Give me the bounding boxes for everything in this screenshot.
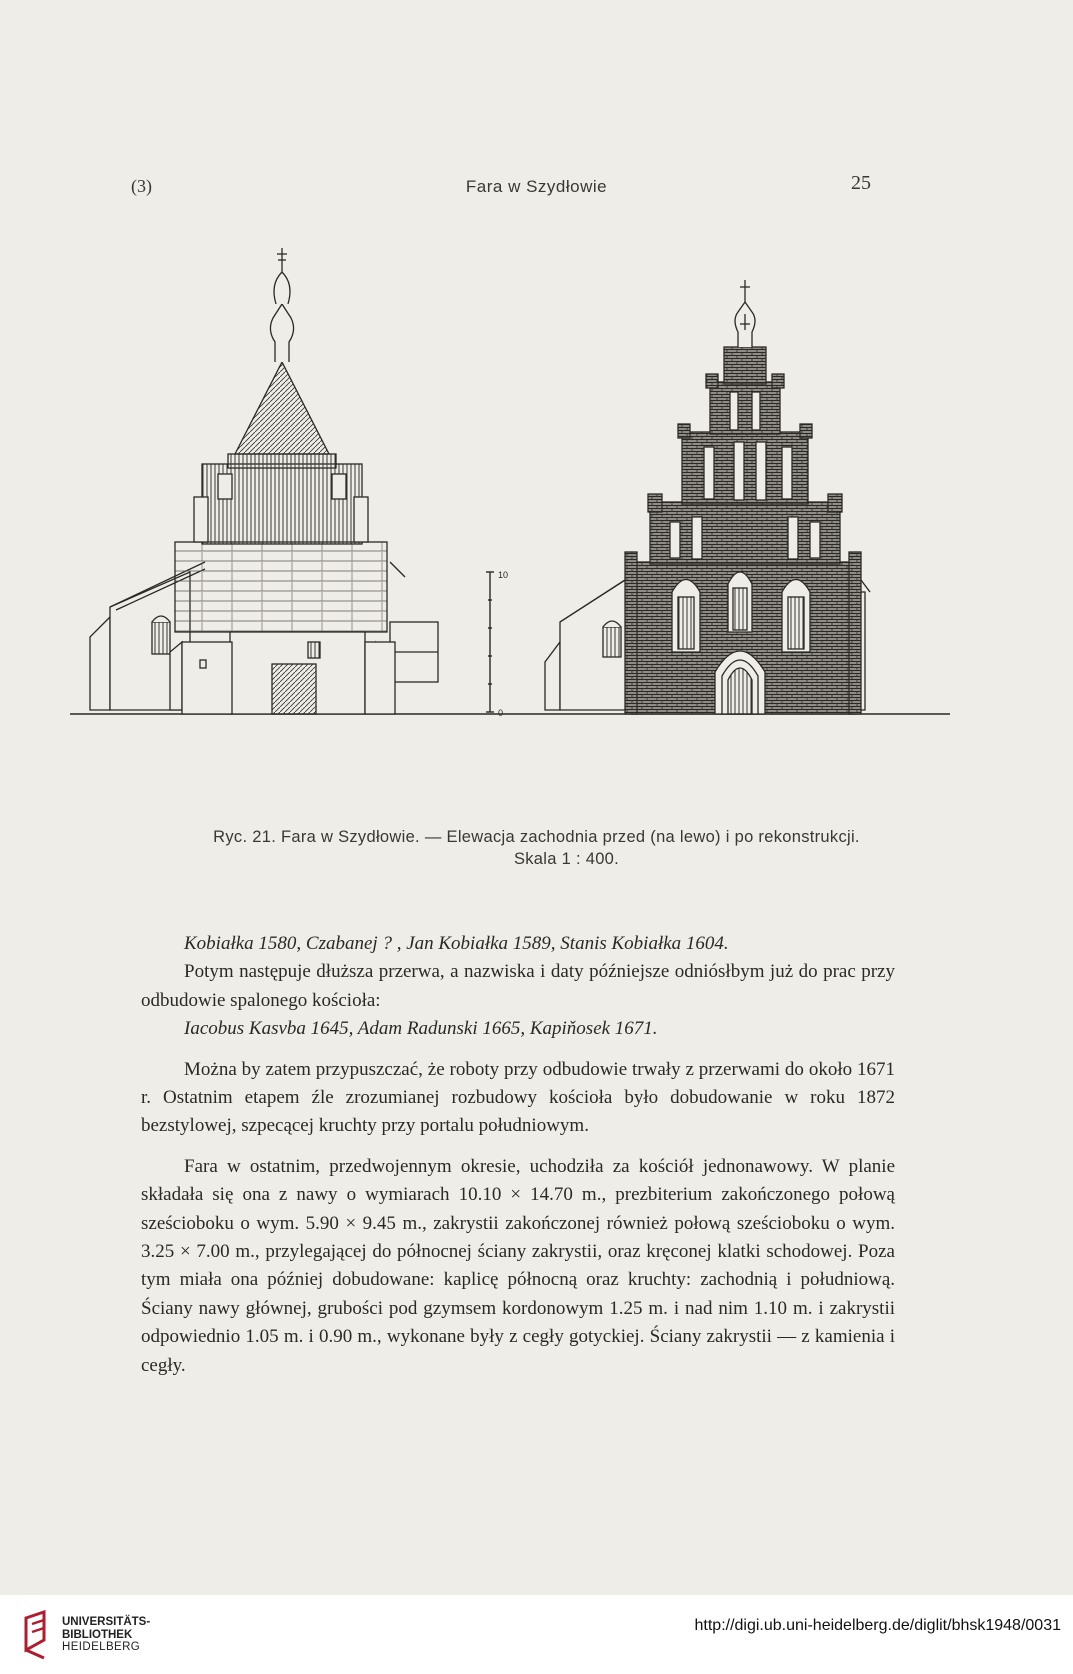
church-elevation-figure [70, 232, 950, 772]
elevation-before [90, 248, 438, 714]
paragraph-5: Fara w ostatnim, przedwojennym okresie, uchodziła za kościół jednonawowy. W planie składała się ona z nawy o wymiarach 10.10 × 14.70 m., prezbiterium zakończonego połową sześcioboku o wym. 5.90 × 9.45 m., zakrystii zakończonej również połową sześcioboku o wym. 3.25 × 7.00 m., przylegającej do północnej ściany zakrystii, oraz kręconej klatki schodowej. Poza tym miała ona później dobudowane: kaplicę północną oraz kruchty: zachodnią i południową. Ściany nawy głównej, grubości pod gzymsem kordonowym 1.25 m. i nad nim 1.10 m. i zakrystii odpowiednio 1.05 m. i 0.90 m., wykonane były z cegły gotyckiej. Ściany zakrystii — z kamienia i cegły. [141, 1155, 895, 1376]
paragraph-names-1: Kobiałka 1580, Czabanej ? , Jan Kobiałka 1589, Stanis Kobiałka 1604. [184, 933, 729, 954]
logo-line-3: HEIDELBERG [62, 1641, 141, 1653]
scale-bar [486, 572, 494, 712]
right-window-small [603, 627, 621, 657]
page-number: 25 [851, 172, 871, 194]
paragraph-2: Potym następuje dłuższa przerwa, a nazwiska i daty późniejsze odniósłbym już do prac przy odbudowie spalonego kościoła: [141, 961, 895, 1011]
logo-line-1: UNIVERSITÄTS- [62, 1616, 151, 1628]
footer-bar [0, 1595, 1073, 1674]
library-logo-icon [22, 1610, 66, 1660]
running-title: Fara w Szydłowie [465, 177, 608, 196]
library-logo-text [62, 1616, 150, 1654]
elevation-after [545, 280, 870, 714]
left-window [152, 622, 170, 654]
scale-label-10: 10 [498, 570, 509, 580]
section-number: (3) [131, 176, 152, 196]
body-text [141, 930, 895, 1380]
paragraph-4: Można by zatem przypuszczać, że roboty przy odbudowie trwały z przerwami do około 1671 r. Ostatnim etapem źle zrozumianej rozbudowy kościoła było dobudowanie w roku 1872 bezstylowej, szpecącej kruchty przy portalu południowym. [141, 1058, 895, 1137]
figure-caption [0, 826, 1073, 870]
logo-line-2: BIBLIOTHEK [62, 1628, 133, 1641]
paragraph-names-2: Iacobus Kasvba 1645, Adam Radunski 1665, Kapiňosek 1671. [184, 1018, 658, 1040]
source-url-link[interactable]: http://digi.ub.uni-heidelberg.de/diglit/bhsk1948/0031 [694, 1617, 1061, 1634]
caption-line-2: Skala 1 : 400. [513, 850, 620, 868]
caption-line-1: Ryc. 21. Fara w Szydłowie. — Elewacja zachodnia przed (na lewo) i po rekonstrukcji. [213, 828, 860, 846]
scale-label-0: 0 [498, 708, 504, 718]
